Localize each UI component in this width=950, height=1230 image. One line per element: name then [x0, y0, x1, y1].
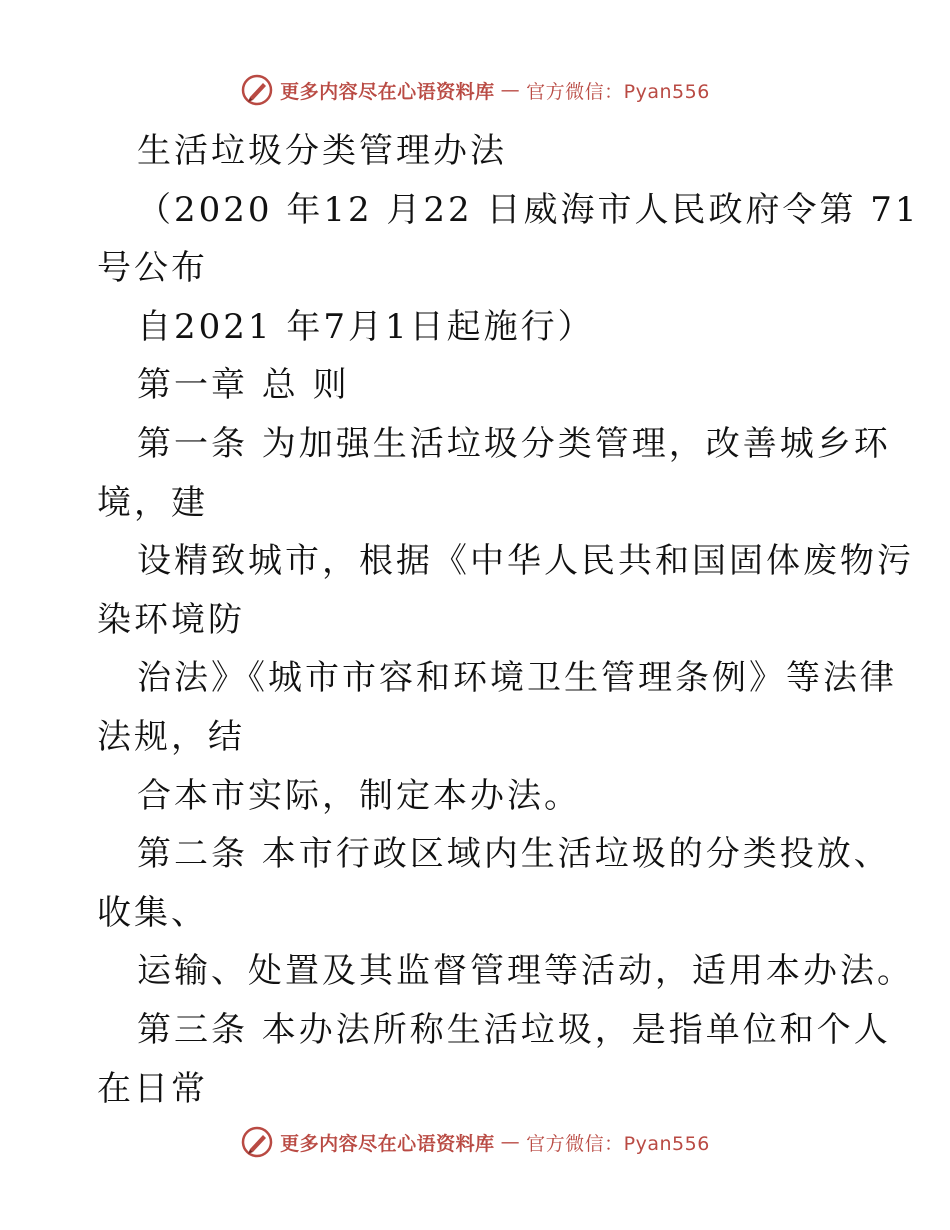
document-line: 运输、处置及其监督管理等活动，适用本办法。 [137, 951, 914, 992]
document-line: 生活垃圾分类管理办法 [137, 131, 507, 171]
document-line: 收集、 [97, 892, 208, 933]
pen-logo-icon [240, 73, 274, 107]
document-line: 第一章 总 则 [137, 365, 350, 406]
footer-banner [0, 1122, 950, 1162]
banner-separator: — [500, 79, 521, 101]
document-body [97, 122, 920, 1118]
document-line: 境，建 [97, 482, 208, 523]
document-line: 法规，结 [97, 716, 245, 757]
document-line: 合本市实际，制定本办法。 [137, 775, 581, 816]
document-line: 在日常 [97, 1068, 208, 1109]
document-line: 治法》《城市市容和环境卫生管理条例》等法律 [137, 658, 897, 699]
banner-main-text: 更多内容尽在心语资料库 [280, 1132, 495, 1155]
document-line: （2020 年12 月22 日威海市人民政府令第 71 [137, 189, 920, 230]
header-banner [0, 70, 950, 110]
banner-wechat-text: 官方微信：Pyan556 [526, 80, 710, 103]
document-line: 自2021 年7月1日起施行） [137, 306, 595, 347]
banner-wechat-text: 官方微信：Pyan556 [526, 1132, 710, 1155]
banner-separator: — [500, 1131, 521, 1153]
document-line: 设精致城市，根据《中华人民共和国固体废物污 [137, 541, 914, 582]
document-line: 染环境防 [97, 599, 245, 640]
document-line: 第三条 本办法所称生活垃圾，是指单位和个人 [137, 1009, 891, 1050]
document-line: 第一条 为加强生活垃圾分类管理，改善城乡环 [137, 423, 891, 464]
banner-main-text: 更多内容尽在心语资料库 [280, 80, 495, 103]
pen-logo-icon [240, 1125, 274, 1159]
document-line: 号公布 [97, 248, 208, 289]
document-line: 第二条 本市行政区域内生活垃圾的分类投放、 [137, 834, 891, 875]
